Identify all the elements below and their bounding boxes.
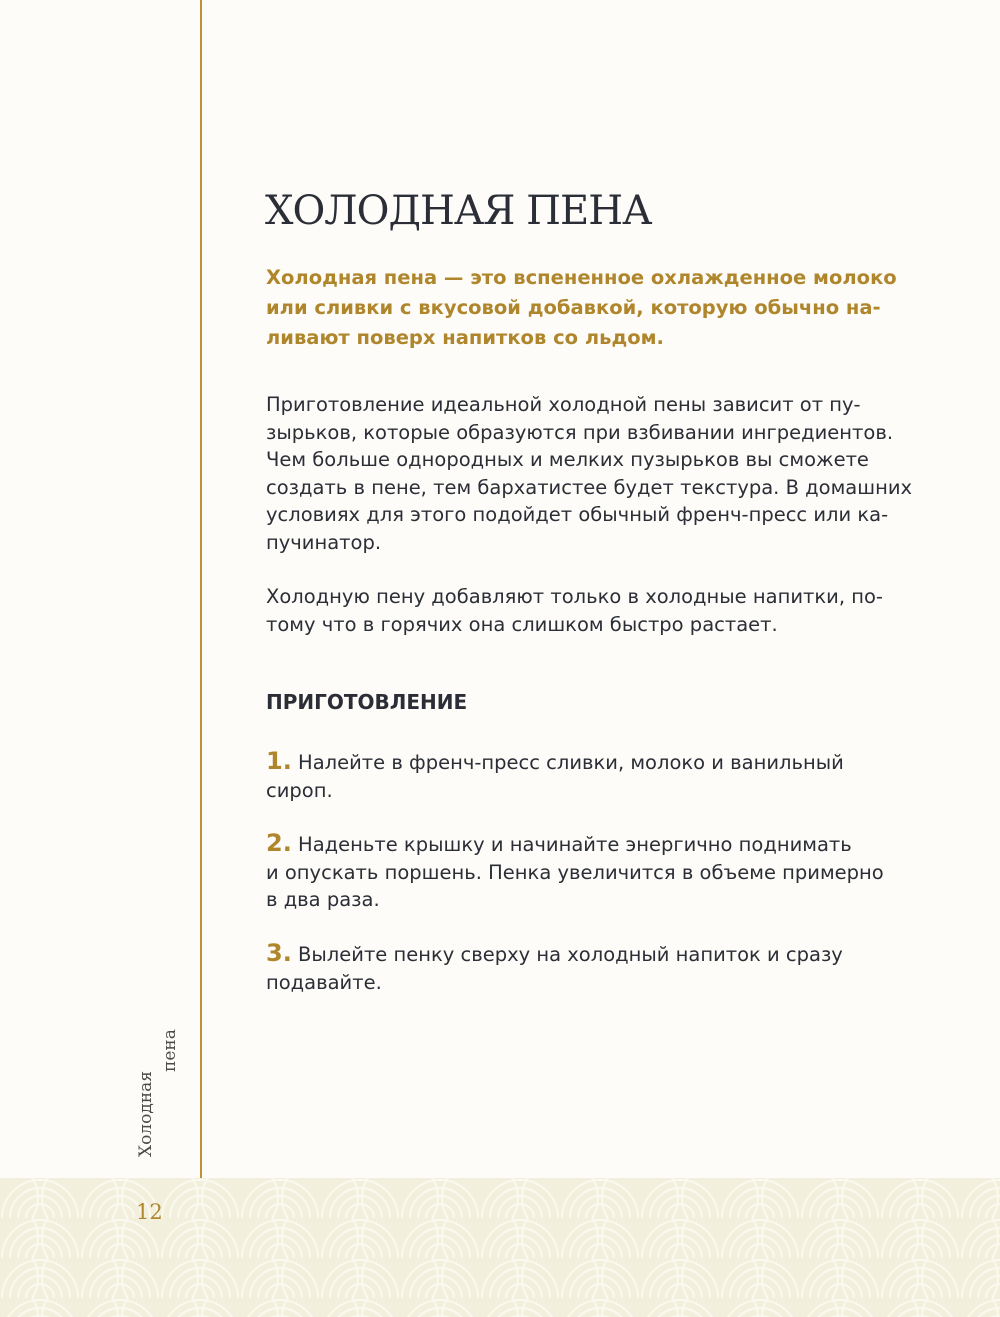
running-head-line-1: Холодная bbox=[136, 1070, 156, 1157]
step-text: подавайте. bbox=[266, 970, 382, 994]
text-line: создать в пене, тем бархатистее будет текстура. В домашних bbox=[266, 475, 913, 499]
text-line: зырьков, которые образуются при взбивании ингредиентов. bbox=[266, 420, 894, 444]
vertical-rule bbox=[200, 0, 202, 1178]
lead-line: ливают поверх напитков со льдом. bbox=[266, 326, 664, 349]
page-title: ХОЛОДНАЯ ПЕНА bbox=[265, 188, 652, 234]
step-text: Вылейте пенку сверху на холодный напиток и сразу bbox=[298, 943, 843, 966]
text-line: пучинатор. bbox=[266, 530, 382, 554]
step-text: в два раза. bbox=[266, 888, 380, 911]
step-2 bbox=[266, 830, 926, 914]
text-line: Чем больше однородных и мелких пузырьков вы сможете bbox=[266, 448, 869, 471]
step-text: и опускать поршень. Пенка увеличится в объеме примерно bbox=[266, 860, 884, 884]
step-number: 3. bbox=[266, 939, 292, 967]
step-text: сироп. bbox=[266, 778, 333, 802]
step-number: 2. bbox=[266, 829, 292, 857]
text-line: Холодную пену добавляют только в холодные напитки, по- bbox=[266, 585, 883, 608]
text-line: Приготовление идеальной холодной пены зависит от пу- bbox=[266, 393, 861, 416]
step-3 bbox=[266, 940, 926, 996]
step-number: 1. bbox=[266, 747, 292, 775]
running-head-line-2: пена bbox=[160, 1029, 180, 1072]
text-line: тому что в горячих она слишком быстро растает. bbox=[266, 612, 778, 636]
body-paragraph-2 bbox=[266, 583, 926, 638]
text-line: условиях для этого подойдет обычный френч-пресс или ка- bbox=[266, 503, 889, 526]
footer-pattern bbox=[0, 1178, 1000, 1317]
lead-line: Холодная пена — это вспененное охлажденное молоко bbox=[266, 266, 897, 289]
lead-line: или сливки с вкусовой добавкой, которую обычно на- bbox=[266, 296, 881, 319]
lead-paragraph bbox=[266, 263, 926, 353]
body-paragraph-1 bbox=[266, 391, 926, 556]
step-text: Налейте в френч-пресс сливки, молоко и ванильный bbox=[298, 751, 844, 774]
step-text: Наденьте крышку и начинайте энергично поднимать bbox=[298, 833, 852, 856]
section-heading: ПРИГОТОВЛЕНИЕ bbox=[266, 690, 468, 714]
step-1 bbox=[266, 748, 926, 804]
page-number: 12 bbox=[136, 1200, 163, 1224]
